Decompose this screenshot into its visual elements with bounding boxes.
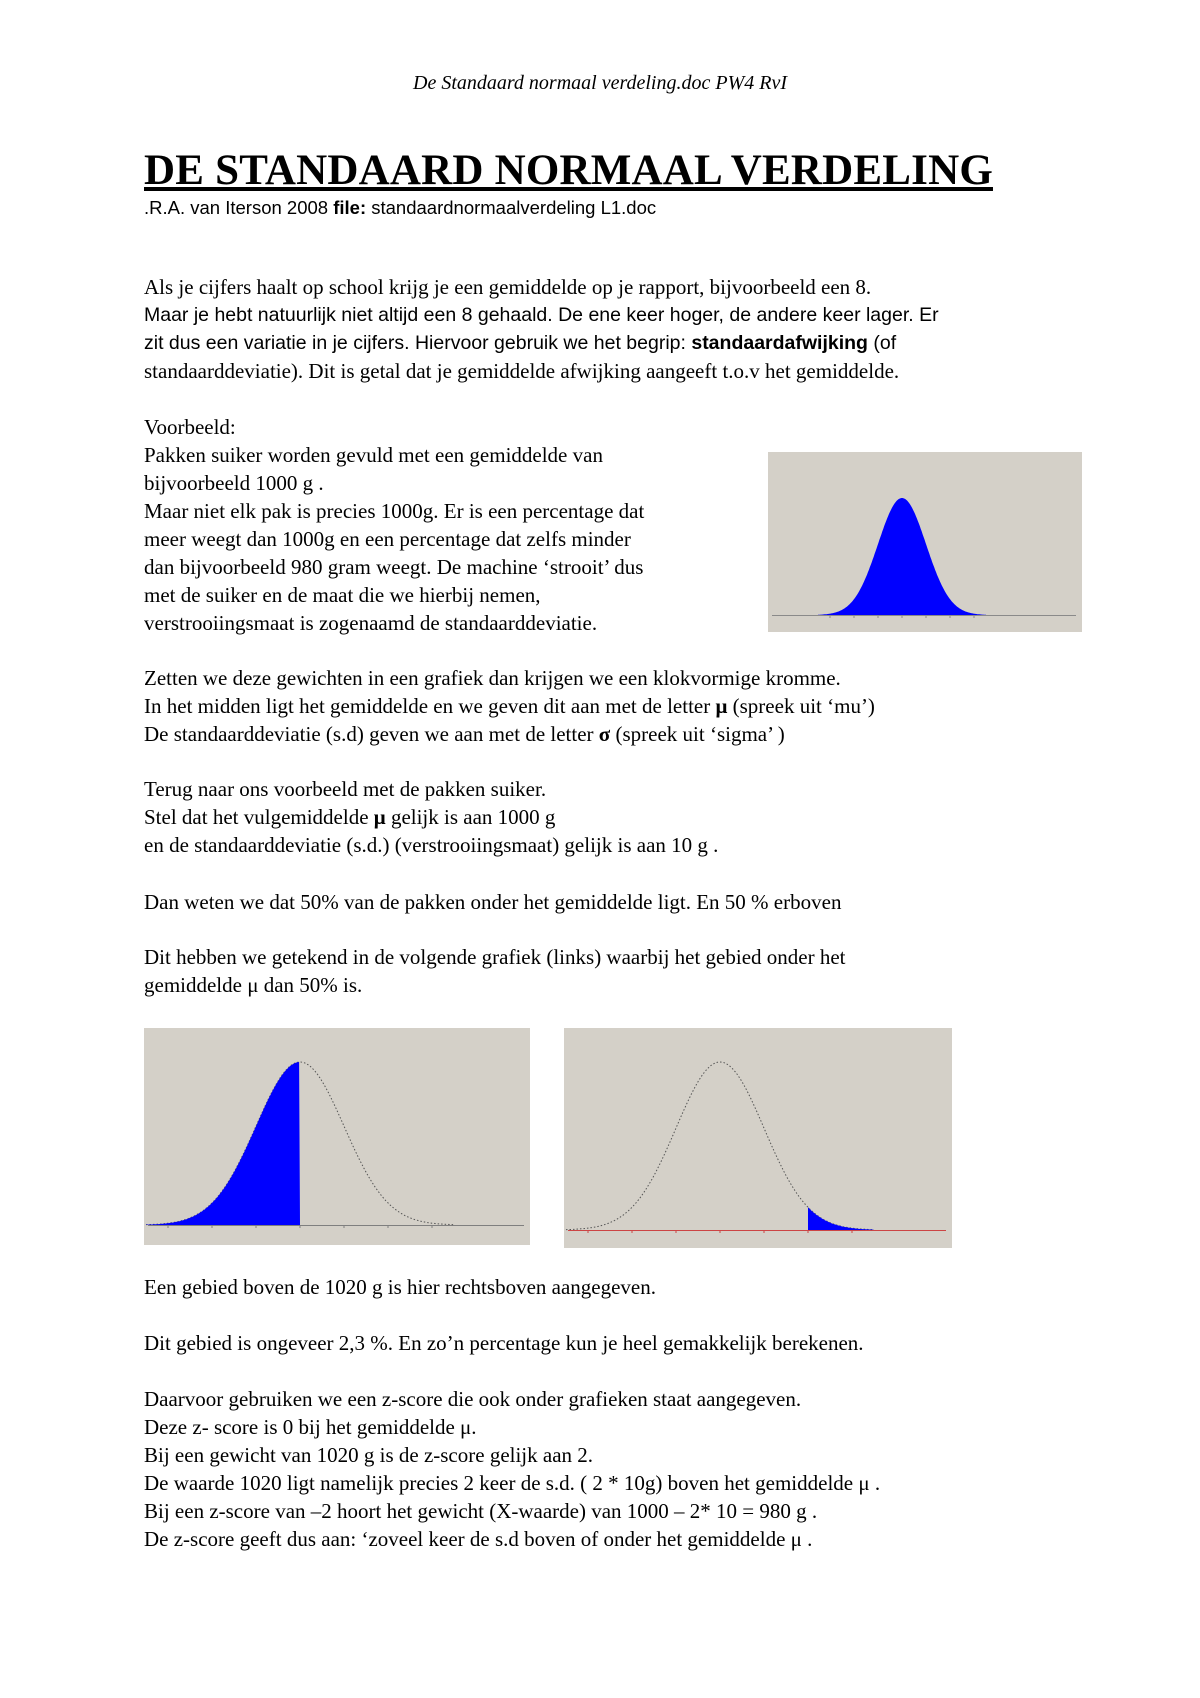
bell-curve-upper-tail-svg [564,1028,952,1248]
curve-line-2-end: (spreek uit ‘mu’) [727,694,875,718]
zscore-line-5: Bij een z-score van –2 hoort het gewicht (X-waarde) van 1000 – 2* 10 = 980 g . [144,1499,818,1523]
page-header: De Standaard normaal verdeling.doc PW4 RvI [413,72,787,94]
curve-line-3-text: De standaarddeviatie (s.d) geven we aan met de letter [144,722,599,746]
curve-line-3 [144,720,875,748]
zscore-line-2: Deze z- score is 0 bij het gemiddelde μ. [144,1415,477,1439]
back-line-1: Terug naar ons voorbeeld met de pakken suiker. [144,777,547,801]
drawn-line-1: Dit hebben we getekend in de volgende grafiek (links) waarbij het gebied onder het [144,945,846,969]
back-line-2-text: Stel dat het vulgemiddelde [144,805,374,829]
author-text: .R.A. van Iterson 2008 [144,197,334,218]
example-line-3: bijvoorbeeld 1000 g . [144,471,324,495]
curve-outline [566,1062,874,1230]
back-line-3: en de standaarddeviatie (s.d.) (verstrooiingsmaat) gelijk is aan 10 g . [144,833,719,857]
zscore-line-6: De z-score geeft dus aan: ‘zoveel keer de s.d boven of onder het gemiddelde μ . [144,1527,813,1551]
mu-symbol: μ [715,694,728,718]
intro-line-4: standaarddeviatie). Dit is getal dat je gemiddelde afwijking aangeeft t.o.v het gemiddelde. [144,359,900,383]
example-line-6: dan bijvoorbeeld 980 gram weegt. De machine ‘strooit’ dus [144,555,644,579]
fifty-line: Dan weten we dat 50% van de pakken onder het gemiddelde ligt. En 50 % erboven [144,890,842,914]
example-line-4: Maar niet elk pak is precies 1000g. Er is een percentage dat [144,499,645,523]
bell-curve-full-svg [768,452,1082,632]
bell-curve-left-half-svg [144,1028,530,1245]
fifty-paragraph [144,888,841,916]
curve-line-2 [144,692,875,720]
zscore-line-3: Bij een gewicht van 1020 g is de z-score gelijk aan 2. [144,1443,594,1467]
file-label: file: [333,197,367,218]
area-line: Dit gebied is ongeveer 2,3 %. En zo’n percentage kun je heel gemakkelijk berekenen. [144,1331,864,1355]
curve-line-2-text: In het midden ligt het gemiddelde en we geven dit aan met de letter [144,694,716,718]
author-line [144,197,656,219]
zscore-line-4: De waarde 1020 ligt namelijk precies 2 keer de s.d. ( 2 * 10g) boven het gemiddelde μ . [144,1471,881,1495]
bell-curve-graph-upper-tail [564,1028,952,1248]
example-line-8: verstrooiingsmaat is zogenaamd de standaarddeviatie. [144,611,598,635]
back-line-2-end: gelijk is aan 1000 g [385,805,556,829]
above-line: Een gebied boven de 1020 g is hier rechtsboven aangegeven. [144,1275,656,1299]
example-paragraph [144,413,644,637]
above-paragraph [144,1273,656,1301]
intro-line-2: Maar je hebt natuurlijk niet altijd een 8 gehaald. De ene keer hoger, de andere keer lager. Er [144,304,939,326]
area-paragraph [144,1329,864,1357]
shaded-area [146,1062,300,1225]
curve-line-1: Zetten we deze gewichten in een grafiek dan krijgen we een klokvormige kromme. [144,666,841,690]
example-line-1: Voorbeeld: [144,415,236,439]
term-standaardafwijking: standaardafwijking [691,332,868,354]
shaded-area [808,1207,874,1230]
curve-outline [146,1062,454,1225]
bell-curve-graph-full [768,452,1082,632]
intro-paragraph [144,273,939,385]
bell-curve-graph-left-half [144,1028,530,1245]
shaded-area [818,498,986,615]
example-line-7: met de suiker en de maat die we hierbij nemen, [144,583,541,607]
example-line-5: meer weegt dan 1000g en een percentage dat zelfs minder [144,527,631,551]
drawn-line-2: gemiddelde μ dan 50% is. [144,973,363,997]
curve-line-3-end: (spreek uit ‘sigma’ ) [610,722,785,746]
example-line-2: Pakken suiker worden gevuld met een gemiddelde van [144,443,603,467]
intro-line-3-text: zit dus een variatie in je cijfers. Hiervoor gebruik we het begrip: [144,332,692,354]
drawn-paragraph [144,943,846,999]
sigma-symbol: σ [598,722,611,746]
document-title: DE STANDAARD NORMAAL VERDELING [144,147,993,194]
zscore-paragraph [144,1385,880,1553]
intro-line-3 [144,329,939,357]
zscore-line-1: Daarvoor gebruiken we een z-score die ook onder grafieken staat aangegeven. [144,1387,802,1411]
intro-line-3-end: (of [867,332,897,354]
back-paragraph [144,775,718,859]
intro-line-1: Als je cijfers haalt op school krijg je een gemiddelde op je rapport, bijvoorbeeld een 8. [144,275,872,299]
back-line-2 [144,803,718,831]
curve-paragraph [144,664,875,748]
file-name: standaardnormaalverdeling L1.doc [366,197,657,218]
mu-symbol-2: μ [373,805,386,829]
